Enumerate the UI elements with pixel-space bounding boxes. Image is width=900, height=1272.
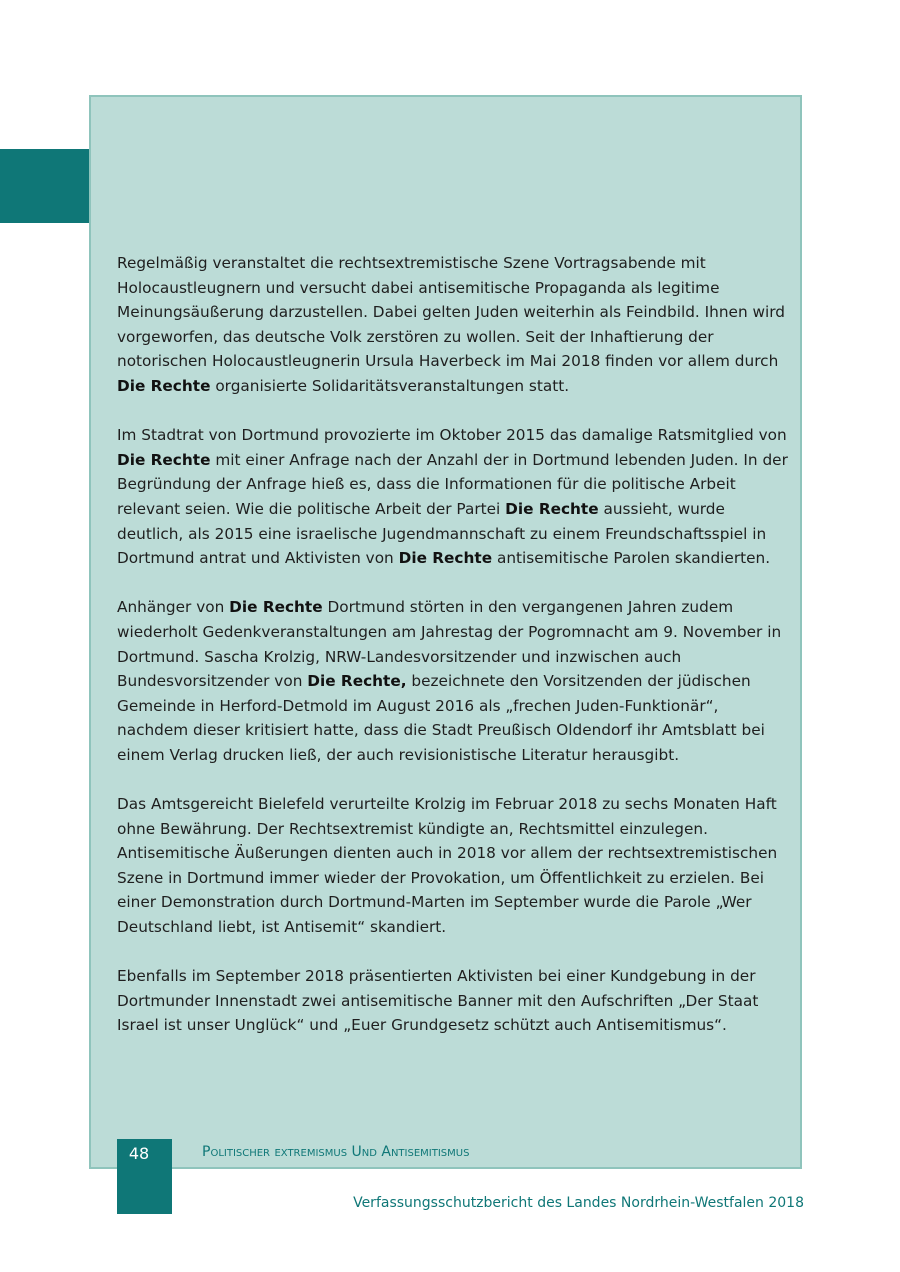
page-number-block (117, 1139, 172, 1214)
side-accent-tab (0, 149, 89, 223)
paragraph-5: Ebenfalls im September 2018 präsentierten Aktivisten bei einer Kundgebung in der Dortmunder Innenstadt zwei antisemitische Banner mit den Aufschriften „Der Staat Israel ist unser Unglück“ und „Euer Grundgesetz schützt auch Antisemitismus“. (117, 967, 759, 1035)
report-title: Verfassungsschutzbericht des Landes Nordrhein-Westfalen 2018 (353, 1195, 804, 1211)
paragraph-1: Regelmäßig veranstaltet die rechtsextremistische Szene Vortragsabende mit Holocaustleugnern und versucht dabei antisemitische Propaganda als legitime Meinungsäußerung darzustellen. Dabei gelten Juden weiterhin als Feindbild. Ihnen wird vorgeworfen, das deutsche Volk zerstören zu wollen. Seit der Inhaftierung der notorischen Holocaustleugnerin Ursula Haverbeck im Mai 2018 finden vor allem durch Die Rechte organisierte Solidaritätsveranstaltungen statt. (117, 254, 785, 395)
page-number: 48 (128, 1144, 150, 1163)
body-text (117, 251, 789, 1063)
paragraph-4: Das Amtsgereicht Bielefeld verurteilte Krolzig im Februar 2018 zu sechs Monaten Haft ohne Bewährung. Der Rechtsextremist kündigte an, Rechtsmittel einzulegen. Antisemitische Äußerungen dienten auch in 2018 vor allem der rechtsextremistischen Szene in Dortmund immer wieder der Provokation, um Öffentlichkeit zu erzielen. Bei einer Demonstration durch Dortmund-Marten im September wurde die Parole „Wer Deutschland liebt, ist Antisemit“ skandiert. (117, 795, 778, 937)
paragraph-2: Im Stadtrat von Dortmund provozierte im Oktober 2015 das damalige Ratsmitglied von Die Rechte mit einer Anfrage nach der Anzahl der in Dortmund lebenden Juden. In der Begründung der Anfrage hieß es, dass die Informationen für die politische Arbeit relevant seien. Wie die politische Arbeit der Partei Die Rechte aussieht, wurde deutlich, als 2015 eine israelische Jugendmannschaft zu einem Freundschaftsspiel in Dortmund antrat und Aktivisten von Die Rechte antisemitische Parolen skandierten. (117, 426, 788, 568)
section-title: Politischer extremismus Und Antisemitismus (202, 1144, 470, 1160)
paragraph-3: Anhänger von Die Rechte Dortmund störten in den vergangenen Jahren zudem wiederholt Gedenkveranstaltungen am Jahrestag der Pogromnacht am 9. November in Dortmund. Sascha Krolzig, NRW-Landesvorsitzender und inzwischen auch Bundesvorsitzender von Die Rechte, bezeichnete den Vorsitzenden der jüdischen Gemeinde in Herford-Detmold im August 2016 als „frechen Juden-Funktionär“, nachdem dieser kritisiert hatte, dass die Stadt Preußisch Oldendorf ihr Amtsblatt bei einem Verlag drucken ließ, der auch revisionistische Literatur herausgibt. (117, 598, 782, 764)
